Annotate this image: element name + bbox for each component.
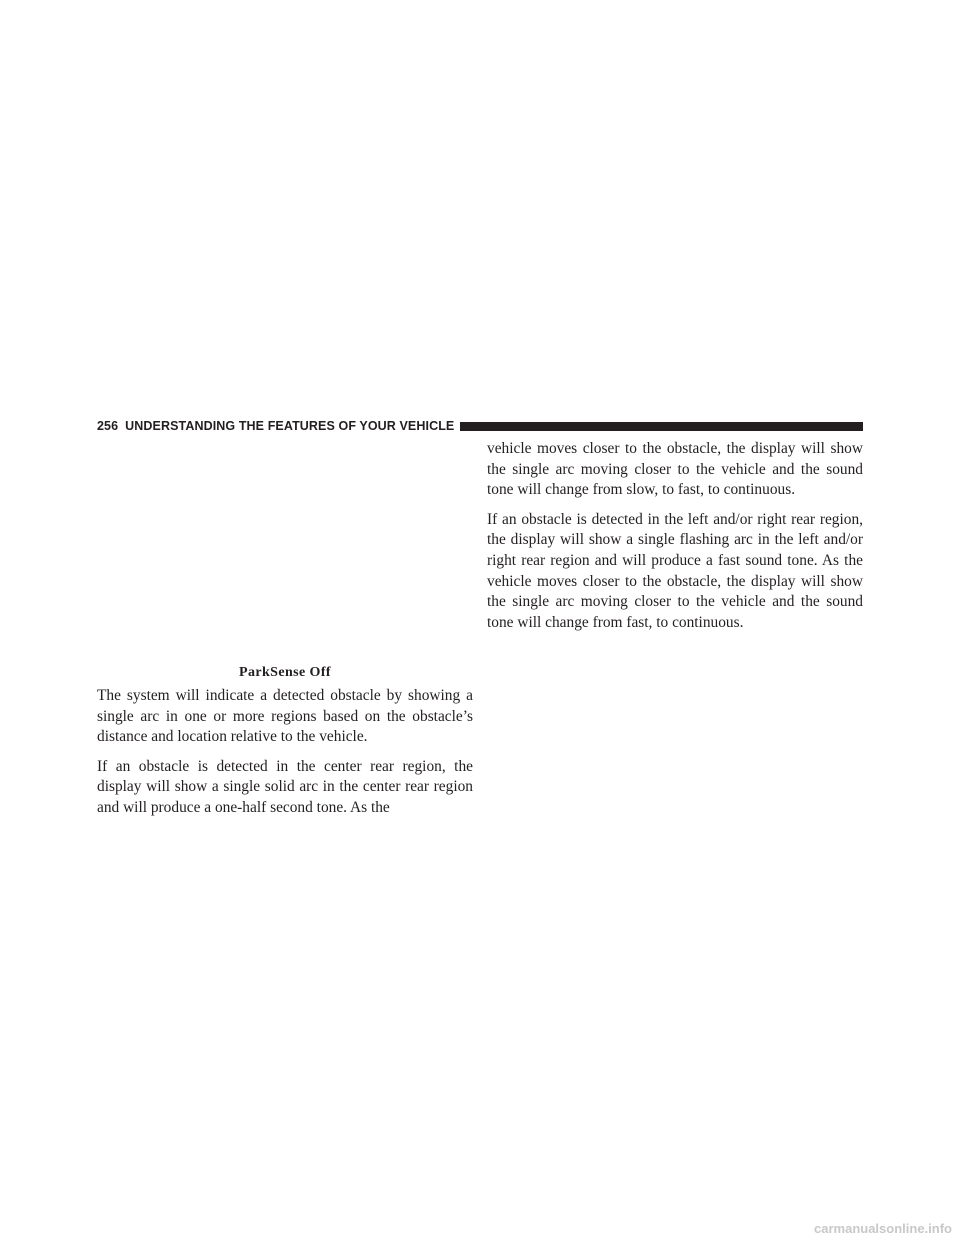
right-column	[487, 439, 863, 642]
paragraph: vehicle moves closer to the obstacle, the display will show the single arc moving closer to the vehicle and the sound tone will change from slow, to fast, to continuous.	[487, 440, 863, 499]
header-text	[97, 419, 454, 433]
left-column	[97, 686, 473, 828]
figure-caption: ParkSense Off	[239, 665, 331, 680]
page-header	[97, 418, 863, 434]
paragraph: If an obstacle is detected in the center rear region, the display will show a single solid arc in the center rear region and will produce a one-half second tone. As the	[97, 757, 473, 816]
watermark-link[interactable]: carmanualsonline.info	[814, 1221, 952, 1236]
paragraph: The system will indicate a detected obstacle by showing a single arc in one or more regions based on the obstacle’s distance and location relative to the vehicle.	[97, 687, 473, 746]
paragraph: If an obstacle is detected in the left and/or right rear region, the display will show a single flashing arc in the left and/or right rear region and will produce a fast sound tone. As the vehicle moves closer to the obstacle, the display will show the single arc moving closer to the vehicle and the sound tone will change from fast, to continuous.	[487, 510, 863, 631]
figure-placeholder	[97, 446, 473, 636]
header-rule	[460, 422, 863, 431]
page-number: 256	[97, 419, 119, 433]
section-title: UNDERSTANDING THE FEATURES OF YOUR VEHICLE	[125, 419, 455, 433]
